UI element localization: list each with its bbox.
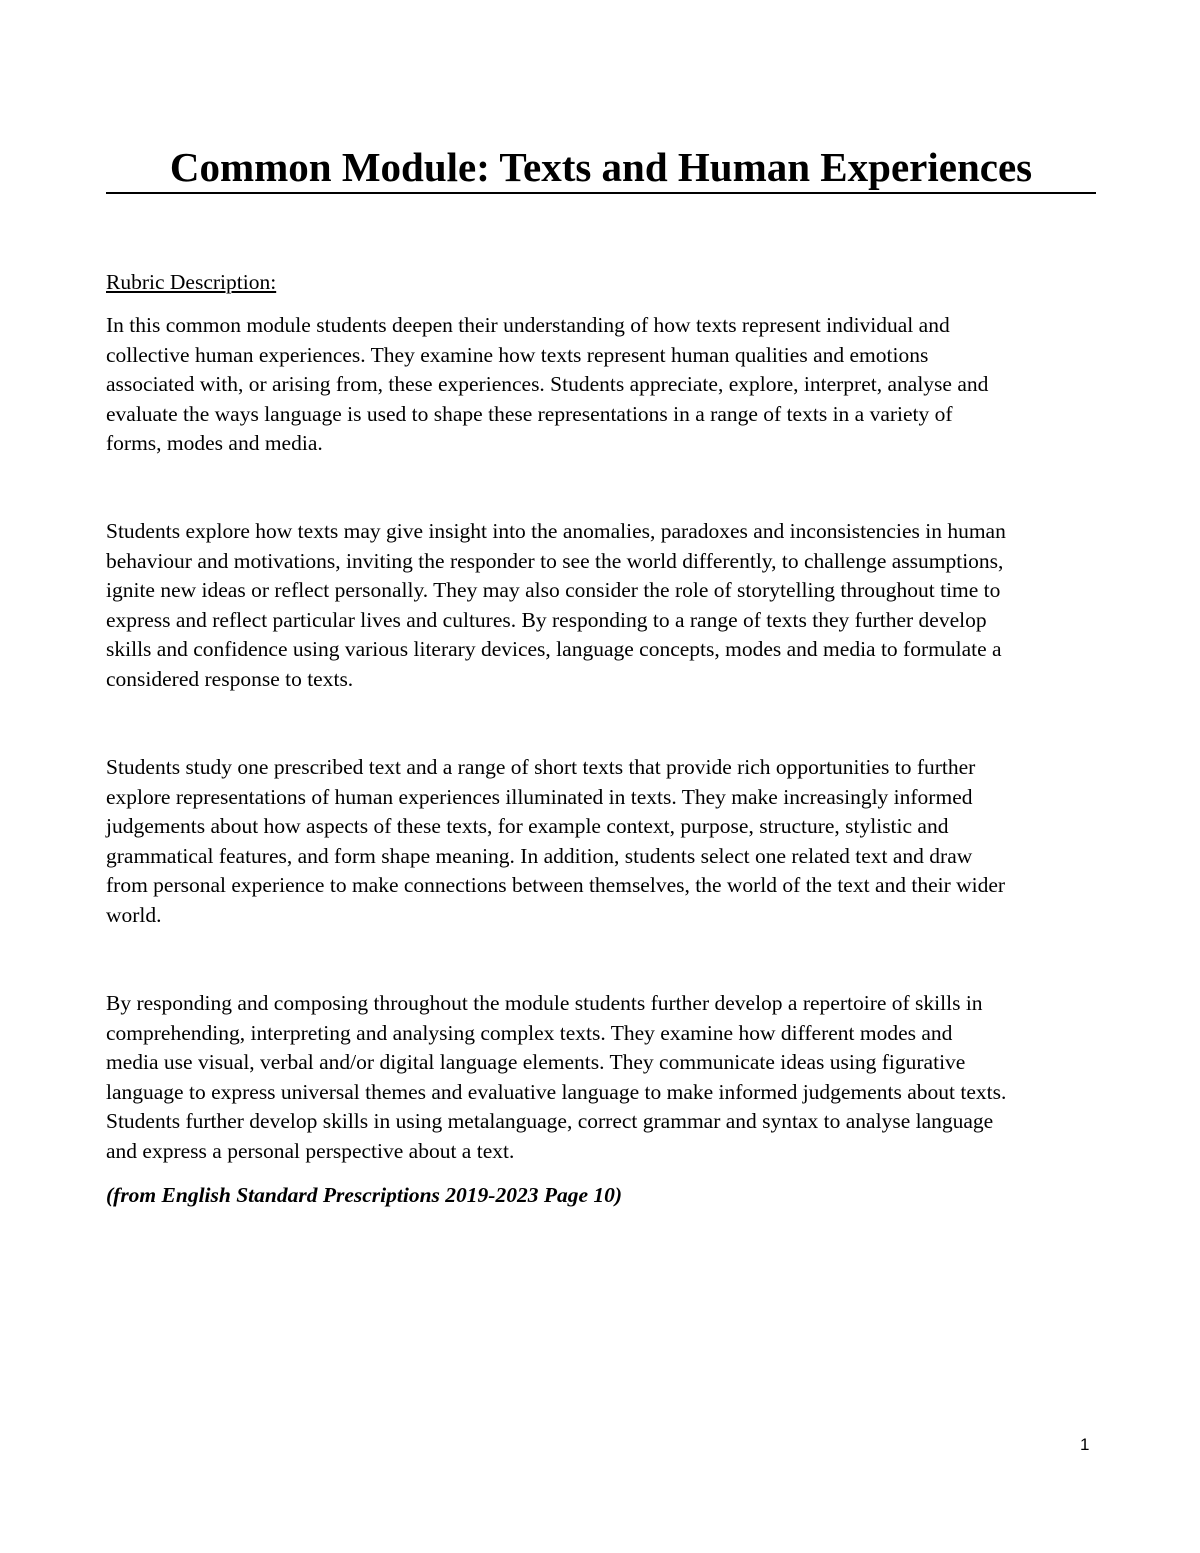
paragraph-line: forms, modes and media. — [106, 431, 323, 455]
paragraph-line: explore representations of human experiences illuminated in texts. They make increasingly informed — [106, 784, 973, 809]
paragraph-line: Students further develop skills in using metalanguage, correct grammar and syntax to analyse language — [106, 1109, 994, 1133]
paragraph-line: collective human experiences. They examine how texts represent human qualities and emotions — [106, 342, 929, 367]
paragraph-line: Students study one prescribed text and a range of short texts that provide rich opportunities to further — [106, 755, 976, 779]
paragraph-line: considered response to texts. — [106, 666, 354, 691]
paragraph-line: comprehending, interpreting and analysing complex texts. They examine how different modes and — [106, 1020, 953, 1045]
paragraph-line: behaviour and motivations, inviting the responder to see the world differently, to challenge assumptions, — [106, 548, 1004, 573]
paragraph-line: ignite new ideas or reflect personally. They may also consider the role of storytelling throughout time to — [106, 578, 1001, 602]
paragraph-line: from personal experience to make connections between themselves, the world of the text and their wider — [106, 873, 1006, 897]
paragraph-line: grammatical features, and form shape meaning. In addition, students select one related text and draw — [106, 843, 973, 868]
paragraph-line: express and reflect particular lives and cultures. By responding to a range of texts they further develop — [106, 607, 987, 632]
paragraph-line: media use visual, verbal and/or digital language elements. They communicate ideas using figurative — [106, 1050, 966, 1074]
paragraph-line: Students explore how texts may give insight into the anomalies, paradoxes and inconsistencies in human — [106, 519, 1006, 543]
paragraph-2 — [106, 517, 1096, 694]
paragraph-line: associated with, or arising from, these experiences. Students appreciate, explore, interpret, analyse and — [106, 372, 989, 396]
page-number: 1 — [1080, 1435, 1090, 1454]
paragraph-line: By responding and composing throughout the module students further develop a repertoire of skills in — [106, 991, 983, 1015]
paragraph-line: language to express universal themes and evaluative language to make informed judgements about texts. — [106, 1079, 1007, 1104]
paragraph-1 — [106, 311, 1096, 459]
paragraph-line: world. — [106, 902, 162, 927]
paragraph-line: In this common module students deepen their understanding of how texts represent individual and — [106, 313, 950, 337]
rubric-description-label: Rubric Description: — [106, 270, 277, 294]
source-citation: (from English Standard Prescriptions 2019-2023 Page 10) — [106, 1183, 623, 1207]
paragraph-4 — [106, 989, 1096, 1166]
document-title: Common Module: Texts and Human Experiences — [106, 142, 1096, 194]
paragraph-line: skills and confidence using various literary devices, language concepts, modes and media to formulate a — [106, 637, 1002, 661]
paragraph-line: evaluate the ways language is used to shape these representations in a range of texts in a variety of — [106, 401, 953, 426]
paragraph-line: and express a personal perspective about a text. — [106, 1138, 515, 1163]
paragraph-3 — [106, 753, 1096, 930]
paragraph-line: judgements about how aspects of these texts, for example context, purpose, structure, stylistic and — [106, 814, 949, 838]
